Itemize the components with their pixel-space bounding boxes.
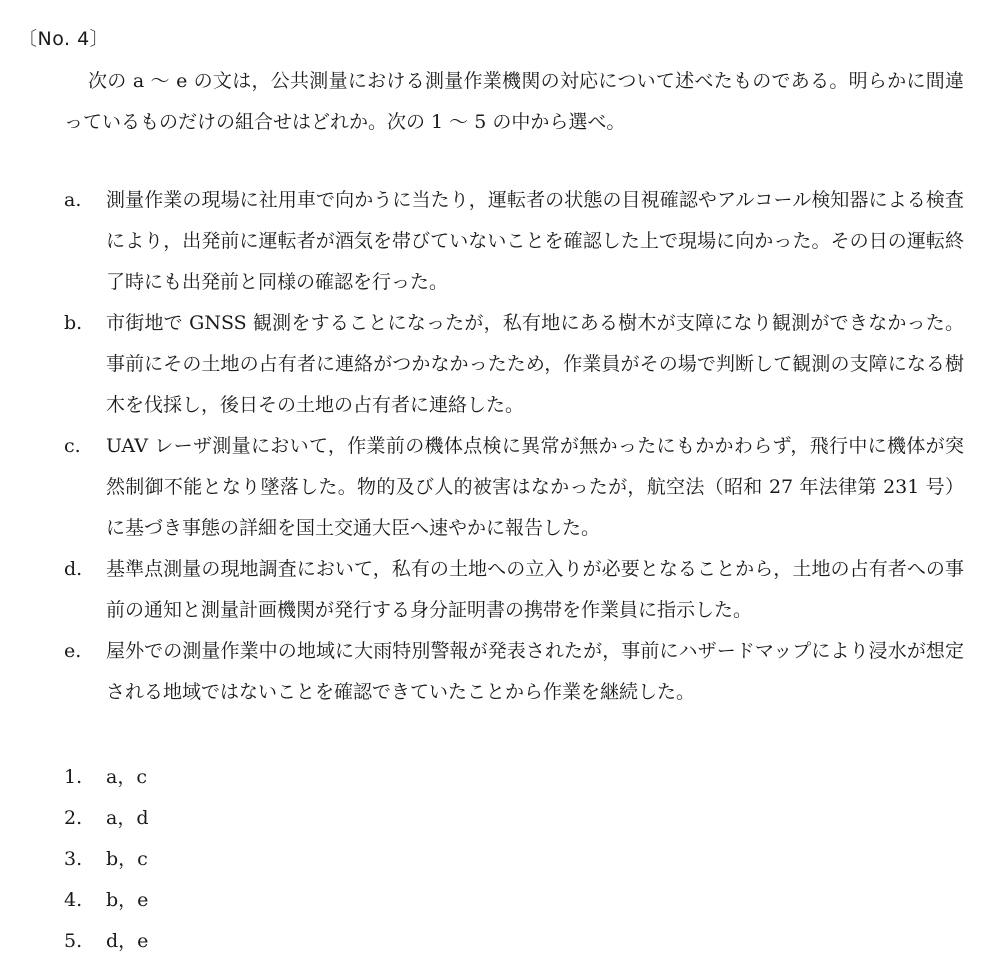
choice-text: b，e <box>106 889 149 911</box>
statement-label: b. <box>64 312 83 334</box>
statement-item-e <box>64 631 964 713</box>
statement-item-c <box>64 426 964 549</box>
statement-list <box>64 180 964 713</box>
statement-text: 測量作業の現場に社用車で向かうに当たり，運転者の状態の目視確認やアルコール検知器による検査により，出発前に運転者が酒気を帯びていないことを確認した上で現場に向かった。その日の運転終了時にも出発前と同様の確認を行った。 <box>106 189 964 293</box>
answer-choice-3 <box>64 839 149 880</box>
choice-number: 1. <box>64 766 83 788</box>
statement-label: c. <box>64 435 81 457</box>
statement-item-d <box>64 549 964 631</box>
statement-label: a. <box>64 189 82 211</box>
choice-text: a，d <box>106 807 149 829</box>
choice-number: 3. <box>64 848 83 870</box>
statement-text: 基準点測量の現地調査において，私有の土地への立入りが必要となることから，土地の占有者への事前の通知と測量計画機関が発行する身分証明書の携帯を作業員に指示した。 <box>106 558 964 621</box>
statement-item-b <box>64 303 964 426</box>
answer-choice-5 <box>64 921 149 962</box>
choice-text: d，e <box>106 930 149 952</box>
question-stem: 次の a 〜 e の文は，公共測量における測量作業機関の対応について述べたものである。明らかに間違っているものだけの組合せはどれか。次の 1 〜 5 の中から選べ。 <box>64 70 964 133</box>
choice-text: a，c <box>106 766 147 788</box>
statement-text: 市街地で GNSS 観測をすることになったが，私有地にある樹木が支障になり観測ができなかった。事前にその土地の占有者に連絡がつかなかったため，作業員がその場で判断して観測の支障になる樹木を伐採し，後日その土地の占有者に連絡した。 <box>106 312 964 416</box>
choice-number: 5. <box>64 930 83 952</box>
choice-text: b，c <box>106 848 148 870</box>
answer-choice-list <box>64 757 149 962</box>
question-number: 〔No. 4〕 <box>18 28 110 50</box>
answer-choice-4 <box>64 880 149 921</box>
statement-label: e. <box>64 640 82 662</box>
choice-number: 2. <box>64 807 83 829</box>
answer-choice-2 <box>64 798 149 839</box>
statement-text: UAV レーザ測量において，作業前の機体点検に異常が無かったにもかかわらず，飛行中に機体が突然制御不能となり墜落した。物的及び人的被害はなかったが，航空法（昭和 27 年法律第 231 号）に基づき事態の詳細を国土交通大臣へ速やかに報告した。 <box>106 435 964 539</box>
statement-label: d. <box>64 558 83 580</box>
choice-number: 4. <box>64 889 83 911</box>
statement-item-a <box>64 180 964 303</box>
statement-text: 屋外での測量作業中の地域に大雨特別警報が発表されたが，事前にハザードマップにより浸水が想定される地域ではないことを確認できていたことから作業を継続した。 <box>106 640 964 703</box>
answer-choice-1 <box>64 757 149 798</box>
